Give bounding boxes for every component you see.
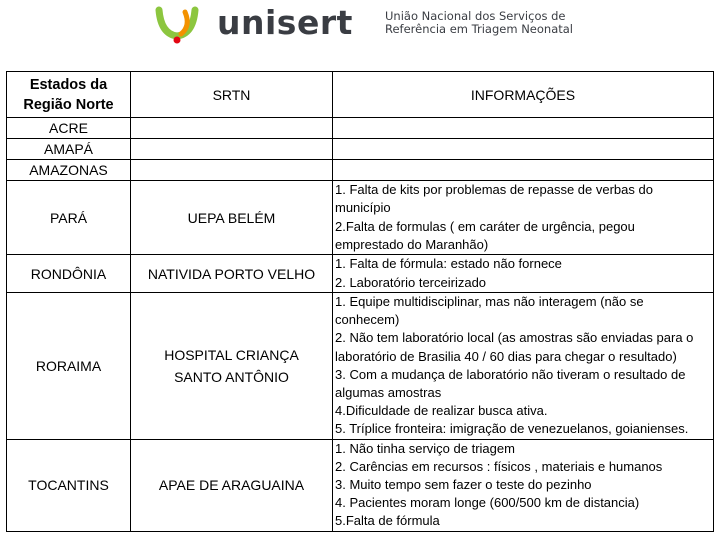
table-row-acre: [7, 118, 714, 139]
info-cell: [333, 293, 714, 440]
state-cell: TOCANTINS: [7, 439, 131, 531]
info-line: 2. Carências em recursos : físicos , materiais e humanos: [335, 458, 663, 474]
info-line: algumas amostras: [335, 385, 442, 401]
state-cell: PARÁ: [7, 181, 131, 255]
info-line: 5. Tríplice fronteira: imigração de venezuelanos, goianienses.: [335, 421, 689, 437]
state-cell: AMAPÁ: [7, 139, 131, 160]
srtn-cell: [131, 293, 333, 440]
table-row-tocantins: [7, 439, 714, 531]
info-line: 1. Não tinha serviço de triagem: [335, 440, 515, 456]
info-line: 1. Falta de kits por problemas de repasse de verbas do: [335, 182, 653, 198]
state-cell: RORAIMA: [7, 293, 131, 440]
info-line: 3. Muito tempo sem fazer o teste do pezinho: [335, 477, 592, 493]
srtn-cell: NATIVIDA PORTO VELHO: [131, 255, 333, 293]
organization-name-line2: Referência em Triagem Neonatal: [385, 22, 574, 36]
srtn-cell: [131, 160, 333, 181]
info-line: município: [335, 200, 391, 216]
info-cell: [333, 439, 714, 531]
table-row-rondonia: [7, 255, 714, 293]
srtn-cell: APAE DE ARAGUAINA: [131, 439, 333, 531]
baby-footprint-logo-icon: [155, 4, 203, 44]
column-header-state: Estados da Região Norte: [7, 72, 131, 118]
info-line: 1. Falta de fórmula: estado não fornece: [335, 256, 562, 272]
column-header-info: INFORMAÇÕES: [333, 72, 714, 118]
table-row-amazonas: [7, 160, 714, 181]
info-line: 3. Com a mudança de laboratório não tiveram o resultado de: [335, 366, 686, 382]
info-line: 2. Não tem laboratório local (as amostras são enviadas para o: [335, 330, 694, 346]
info-cell: [333, 118, 714, 139]
state-cell: AMAZONAS: [7, 160, 131, 181]
srtn-cell: [131, 118, 333, 139]
info-line: 2. Laboratório terceirizado: [335, 274, 487, 290]
srtn-cell: UEPA BELÉM: [131, 181, 333, 255]
info-line: laboratório de Brasilia 40 / 60 dias para chegar o resultado): [335, 348, 677, 364]
info-cell: [333, 160, 714, 181]
info-line: conhecem): [335, 312, 400, 328]
srtn-line: HOSPITAL CRIANÇA: [164, 346, 299, 363]
info-line: 1. Equipe multidisciplinar, mas não interagem (não se: [335, 294, 644, 309]
organization-name-line1: União Nacional dos Serviços de: [385, 9, 566, 23]
state-cell: ACRE: [7, 118, 131, 139]
info-cell: [333, 139, 714, 160]
info-line: 5.Falta de fórmula: [335, 513, 440, 529]
info-line: 4. Pacientes moram longe (600/500 km de distancia): [335, 495, 640, 511]
info-line: 2.Falta de formulas ( em caráter de urgência, pegou: [335, 218, 635, 234]
table-row-roraima: [7, 293, 714, 440]
info-cell: [333, 181, 714, 255]
unisert-logo: [155, 4, 595, 44]
srtn-cell: [131, 139, 333, 160]
table-header-row: [7, 72, 714, 118]
info-line: 4.Dificuldade de realizar busca ativa.: [335, 403, 548, 419]
table-row-para: [7, 181, 714, 255]
info-cell: [333, 255, 714, 293]
north-region-table: [6, 71, 714, 532]
srtn-line: SANTO ANTÔNIO: [174, 368, 289, 385]
organization-name: [385, 10, 573, 36]
state-cell: RONDÔNIA: [7, 255, 131, 293]
info-line: emprestado do Maranhão): [335, 236, 489, 252]
logo-wordmark: unisert: [217, 3, 353, 42]
column-header-srtn: SRTN: [131, 72, 333, 118]
table-row-amapa: [7, 139, 714, 160]
